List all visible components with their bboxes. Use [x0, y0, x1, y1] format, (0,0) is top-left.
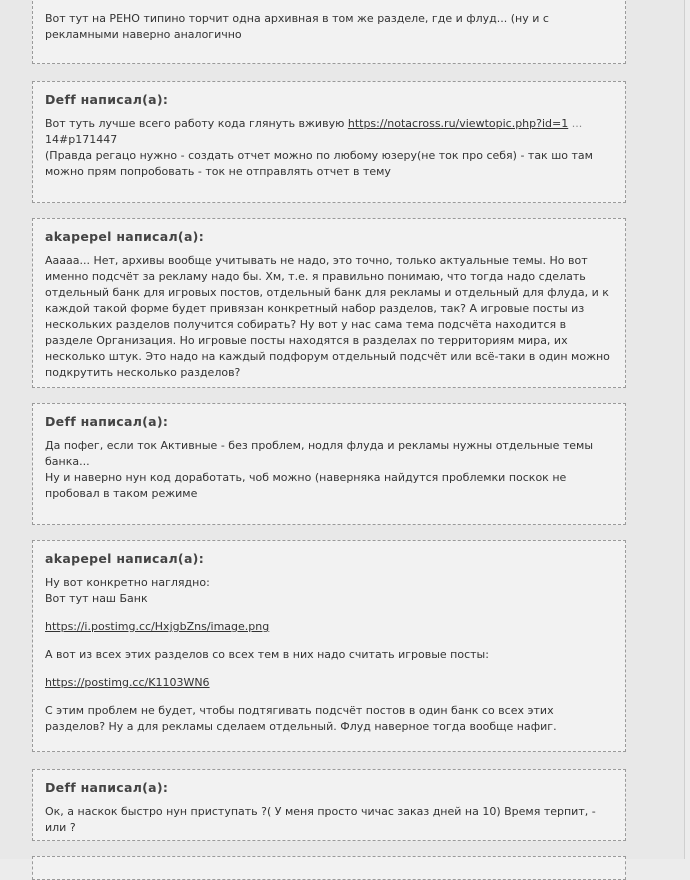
quote-block: [32, 218, 626, 388]
link-ellipsis: ...: [571, 117, 583, 130]
quote-text: Ну и наверно нун код доработать, чоб можно (наверняка найдутся проблемки поскок не пробовал в таком режиме: [45, 471, 567, 500]
quote-block: [32, 0, 626, 64]
quote-text: [45, 116, 613, 148]
image-link[interactable]: https://postimg.cc/K1103WN6: [45, 676, 210, 689]
quote-author: akapepel написал(а):: [45, 551, 204, 566]
quote-text: Ну вот конкретно наглядно:: [45, 576, 210, 589]
quote-author: Deff написал(а):: [45, 92, 169, 107]
quote-text: А вот из всех этих разделов со всех тем в них надо считать игровые посты:: [45, 648, 489, 661]
image-link[interactable]: https://i.postimg.cc/HxjgbZns/image.png: [45, 620, 270, 633]
quote-text: С этим проблем не будет, чтобы подтягивать подсчёт постов в один банк со всех этих разделов? Ну а для рекламы сделаем отдельный. Флуд наверное тогда вообще нафиг.: [45, 704, 557, 733]
quote-text: Вот тут на РЕНО типино торчит одна архивная в том же разделе, где и флуд... (ну и с рекламными наверно аналогично: [45, 12, 549, 41]
link-tail: 14#p171447: [45, 133, 118, 146]
quote-author: Deff написал(а):: [45, 414, 169, 429]
quote-block: [32, 540, 626, 752]
quote-text: Ааааа... Нет, архивы вообще учитывать не надо, это точно, только актуальные темы. Но вот именно подсчёт за рекламу надо бы. Хм, т.е. я правильно понимаю, что тогда надо сделать отдельный банк для игровых постов, отдельный банк для рекламы и отдельный для флуда, и к каждой такой форме будет привязан конкретный набор разделов, так? А игровые посты из нескольких разделов получится собирать? Ну вот у нас сама тема подсчёта находится в разделе Организация. Но игровые посты находятся в разделах по территориям мира, их несколько штук. Это надо на каждый подфорум отдельный подсчёт или всё-таки в один можно подкрутить несколько разделов?: [45, 254, 610, 379]
quote-author: Deff написал(а):: [45, 780, 169, 795]
quote-text: Да пофег, если ток Активные - без проблем, нодля флуда и рекламы нужны отдельные темы банка...: [45, 439, 594, 468]
quote-block: [32, 403, 626, 525]
quote-text: Вот тут наш Банк: [45, 592, 148, 605]
quote-author: akapepel написал(а):: [45, 229, 204, 244]
quote-link[interactable]: https://notacross.ru/viewtopic.php?id=1: [347, 117, 569, 130]
quote-text: (Правда регацо нужно - создать отчет можно по любому юзеру(не ток про себя) - так шо там можно прям попробовать - ток не отправлять отчет в тему: [45, 149, 593, 178]
quote-text-prefix: Вот туть лучше всего работу кода глянуть вживую: [45, 117, 348, 130]
quote-text: Ок, а наскок быстро нун приступать ?( У меня просто чичас заказ дней на 10) Время терпит, - или ?: [45, 805, 596, 834]
quote-block: [32, 856, 626, 880]
quote-block: [32, 769, 626, 841]
quote-block: [32, 81, 626, 203]
